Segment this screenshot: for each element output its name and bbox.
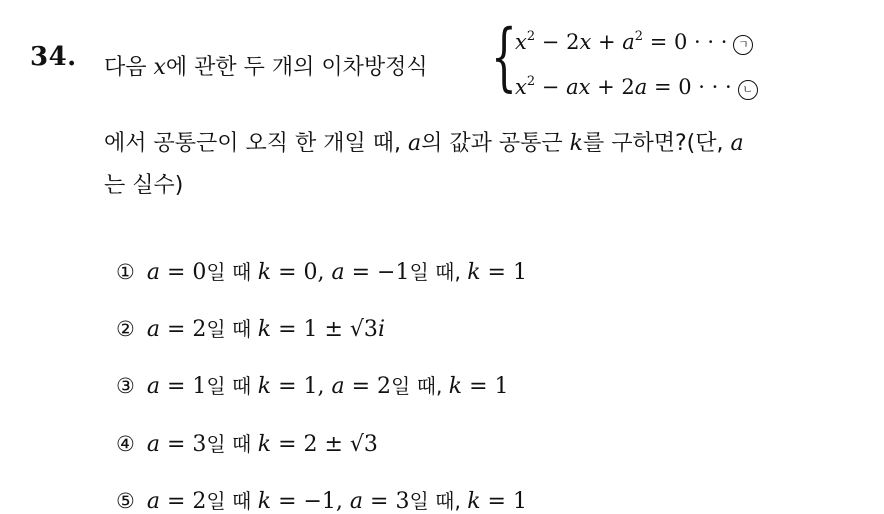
option-part: = 2 bbox=[344, 374, 392, 399]
eq1-term: a bbox=[622, 30, 635, 54]
eq2-term: − bbox=[535, 75, 567, 99]
line3-var: a bbox=[407, 131, 422, 156]
option-number: ② bbox=[116, 317, 135, 341]
option-part: k bbox=[257, 432, 272, 457]
question-intro bbox=[104, 50, 428, 81]
eq1-term: = 0 bbox=[643, 30, 695, 54]
option-part: a bbox=[349, 489, 364, 514]
option-part: 일 때 bbox=[206, 489, 258, 513]
option-part: = −1, bbox=[271, 489, 350, 514]
eq1-term: − 2 bbox=[535, 30, 580, 54]
option-part: k bbox=[467, 260, 481, 285]
option-part: = 0, bbox=[271, 260, 332, 285]
intro-text-2: 에 관한 두 개의 이차방정식 bbox=[165, 55, 428, 80]
eq1-dots: · · · bbox=[694, 30, 728, 54]
option-part: = 2 ± √3 bbox=[271, 432, 378, 457]
option-part: a bbox=[146, 489, 160, 514]
eq2-term: x bbox=[578, 75, 591, 99]
option-part: = 1 bbox=[480, 260, 527, 285]
circled-marker-1: ㄱ bbox=[733, 35, 753, 55]
eq1-term: x bbox=[579, 30, 592, 54]
option-part: 일 때, bbox=[391, 374, 449, 398]
option-part: a bbox=[331, 260, 345, 285]
eq2-term: x bbox=[515, 75, 527, 99]
option-part: i bbox=[377, 317, 385, 342]
answer-option-1[interactable] bbox=[116, 256, 527, 285]
question-line-3 bbox=[104, 126, 744, 157]
option-part: a bbox=[146, 432, 160, 457]
option-part: = 1 bbox=[480, 489, 527, 514]
eq2-term: = 0 bbox=[647, 75, 699, 99]
eq1-term: x bbox=[515, 30, 527, 54]
option-part: = 1 bbox=[159, 374, 207, 399]
option-part: = 2 bbox=[159, 317, 207, 342]
option-part: 일 때 bbox=[206, 432, 258, 456]
option-part: a bbox=[331, 374, 345, 399]
option-part: 일 때 bbox=[206, 260, 258, 284]
option-part: 일 때 bbox=[206, 374, 258, 398]
eq2-term: + 2 bbox=[590, 75, 635, 99]
intro-text-1: 다음 bbox=[104, 55, 154, 80]
question-number: 34. bbox=[30, 42, 77, 72]
option-part: = 0 bbox=[159, 260, 207, 285]
line3-var: a bbox=[730, 131, 744, 156]
option-part: = −1 bbox=[344, 260, 410, 285]
answer-option-5[interactable] bbox=[116, 485, 527, 514]
option-part: = 1, bbox=[271, 374, 332, 399]
circled-marker-2: ㄴ bbox=[738, 80, 758, 100]
option-part: = 1 ± √3 bbox=[271, 317, 378, 342]
eq1-term: + bbox=[591, 30, 623, 54]
answer-option-4[interactable] bbox=[116, 428, 378, 457]
eq1-exp: 2 bbox=[526, 29, 536, 44]
option-part: 일 때, bbox=[409, 489, 468, 513]
option-number: ① bbox=[116, 260, 135, 284]
option-part: 일 때, bbox=[409, 260, 468, 284]
option-number: ④ bbox=[116, 432, 135, 456]
option-part: k bbox=[257, 489, 272, 514]
eq2-term: a bbox=[634, 75, 648, 99]
intro-var-x: x bbox=[153, 55, 166, 80]
option-part: a bbox=[146, 374, 160, 399]
eq2-term: a bbox=[566, 75, 579, 99]
option-part: = 3 bbox=[363, 489, 410, 514]
equation-2 bbox=[515, 75, 758, 100]
option-number: ③ bbox=[116, 374, 135, 398]
option-part: = 2 bbox=[159, 489, 207, 514]
option-part: k bbox=[467, 489, 481, 514]
answer-option-3[interactable] bbox=[116, 370, 509, 399]
equation-1 bbox=[515, 30, 753, 55]
answer-option-2[interactable] bbox=[116, 313, 385, 342]
option-part: = 1 bbox=[462, 374, 509, 399]
option-part: a bbox=[146, 260, 160, 285]
option-part: = 3 bbox=[159, 432, 207, 457]
eq1-exp: 2 bbox=[634, 29, 644, 44]
option-part: 일 때 bbox=[206, 317, 258, 341]
line3-text: 를 구하면?(단, bbox=[582, 131, 731, 156]
line3-var: k bbox=[569, 131, 583, 156]
system-brace: { bbox=[491, 14, 517, 100]
option-part: k bbox=[257, 374, 272, 399]
option-part: a bbox=[146, 317, 160, 342]
line3-text: 에서 공통근이 오직 한 개일 때, bbox=[104, 131, 408, 156]
option-part: k bbox=[257, 317, 272, 342]
option-part: k bbox=[448, 374, 463, 399]
eq2-exp: 2 bbox=[526, 74, 536, 89]
line3-text: 의 값과 공통근 bbox=[421, 131, 570, 156]
question-line-4: 는 실수) bbox=[104, 173, 184, 198]
eq2-dots: · · · bbox=[698, 75, 732, 99]
option-number: ⑤ bbox=[116, 489, 135, 513]
option-part: k bbox=[257, 260, 272, 285]
